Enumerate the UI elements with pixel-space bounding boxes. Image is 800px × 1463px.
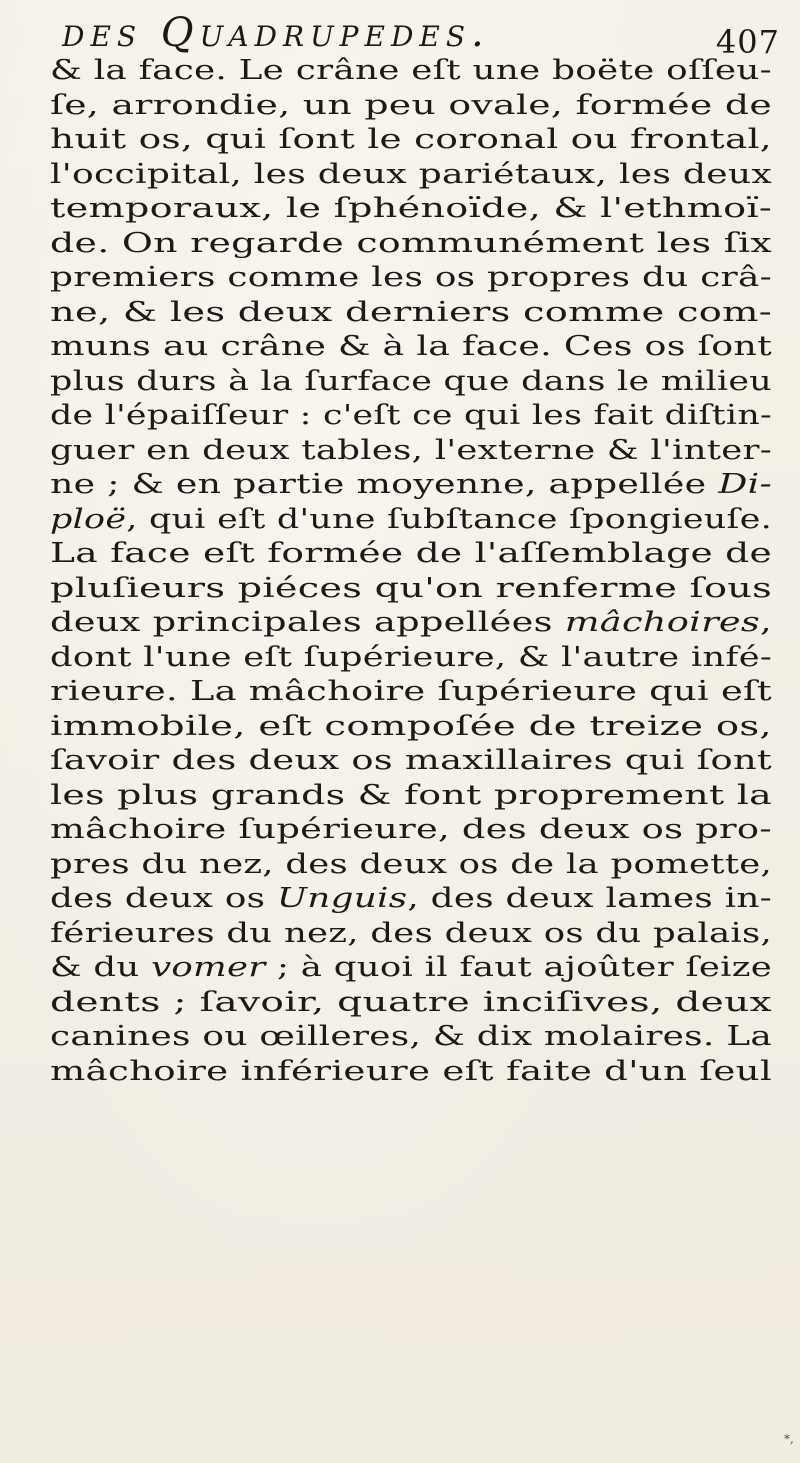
- text-line: l'occipital, les deux pariétaux, les deux: [50, 158, 772, 190]
- text-line: de l'épaiſſeur : c'eſt ce qui les fait diſtin-: [50, 400, 772, 431]
- text-line: & du vomer ; à quoi il faut ajoûter ſeize: [50, 952, 772, 983]
- text-line: temporaux, le ſphénoïde, & l'ethmoï-: [50, 193, 772, 224]
- text-line: plus durs à la ſurface que dans le milieu: [50, 365, 772, 397]
- text-line: deux principales appellées mâchoires,: [50, 607, 772, 638]
- text-line: férieures du nez, des deux os du palais,: [50, 917, 772, 949]
- text-line: des deux os Unguis, des deux lames in-: [50, 883, 772, 914]
- text-line: de. On regarde communément les ſix: [50, 227, 772, 259]
- page-number: 407: [715, 23, 780, 61]
- text-line: dont l'une eſt ſupérieure, & l'autre infé-: [50, 641, 772, 673]
- printer-mark: *,: [784, 1432, 794, 1446]
- text-line: dents ; ſavoir, quatre inciſives, deux: [50, 986, 772, 1018]
- text-line: & la face. Le crâne eſt une boëte oſſeu-: [50, 55, 772, 86]
- running-head: [62, 10, 742, 56]
- text-line: huit os, qui ſont le coronal ou frontal,: [50, 124, 772, 155]
- text-line: les plus grands & font proprement la: [50, 779, 772, 811]
- text-line: muns au crâne & à la face. Ces os ſont: [50, 331, 772, 362]
- text-line: pluſieurs piéces qu'on renferme ſous: [50, 572, 772, 604]
- text-line: ploë, qui eſt d'une ſubſtance ſpongieuſe.: [50, 503, 772, 535]
- text-line: ſe, arrondie, un peu ovale, formée de: [50, 89, 772, 121]
- text-line: La face eſt formée de l'aſſemblage de: [50, 538, 772, 569]
- text-line: ſavoir des deux os maxillaires qui ſont: [50, 745, 772, 776]
- running-head-title: des Quadrupedes.: [62, 10, 490, 56]
- text-line: premiers comme les os propres du crâ-: [50, 262, 772, 293]
- text-line: ne, & les deux derniers comme com-: [50, 296, 772, 328]
- text-line: mâchoire ſupérieure, des deux os pro-: [50, 814, 772, 845]
- text-line: ne ; & en partie moyenne, appellée Di-: [50, 469, 772, 500]
- text-line: pres du nez, des deux os de la pomette,: [50, 848, 772, 880]
- text-line: guer en deux tables, l'externe & l'inter-: [50, 434, 772, 466]
- text-line: immobile, eſt compoſée de treize os,: [50, 710, 772, 742]
- body-text: [50, 54, 772, 1089]
- text-line: canines ou œilleres, & dix molaires. La: [50, 1021, 772, 1052]
- text-line: mâchoire inférieure eſt faite d'un ſeul: [50, 1055, 772, 1087]
- text-line: rieure. La mâchoire ſupérieure qui eſt: [50, 676, 772, 707]
